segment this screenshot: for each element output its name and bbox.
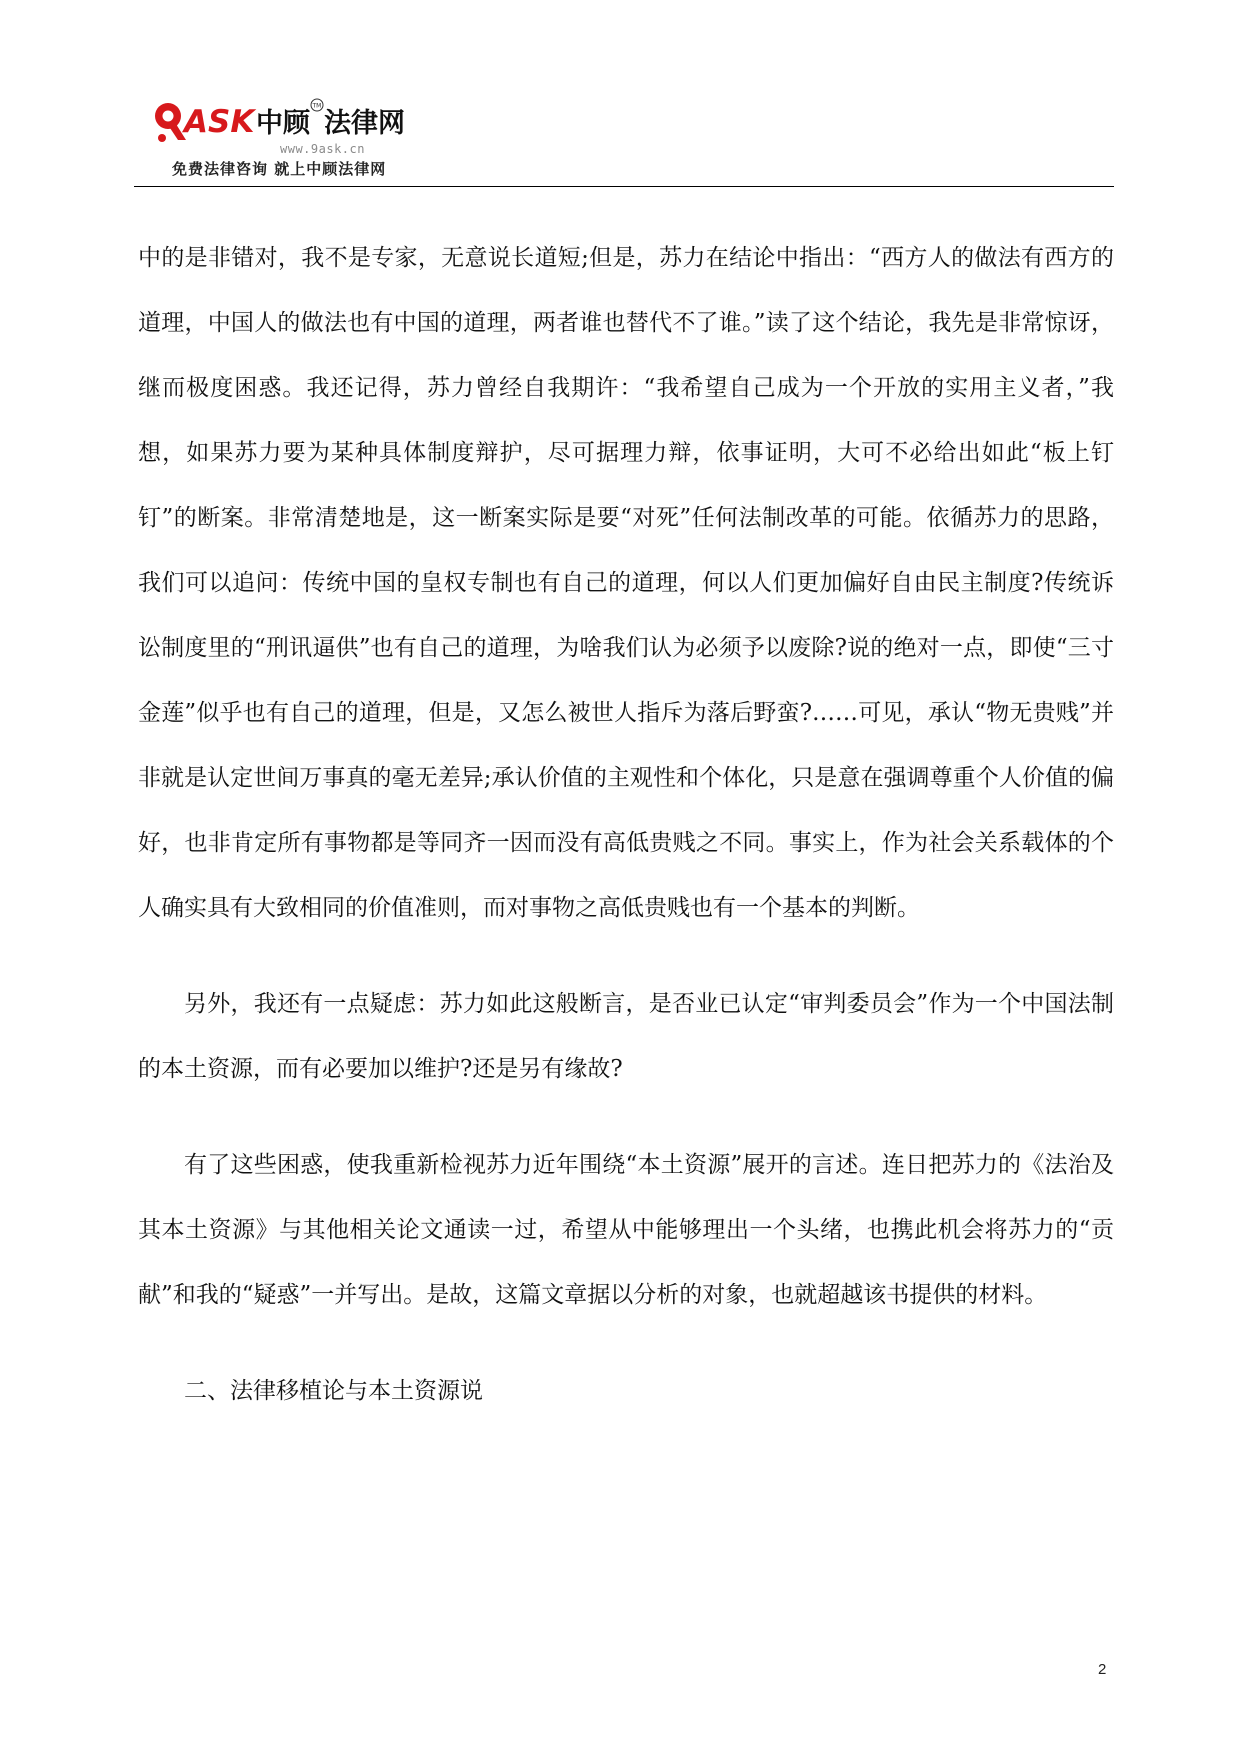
site-logo[interactable] bbox=[152, 92, 422, 182]
paragraph-spacer bbox=[138, 1102, 1114, 1133]
page-number: 2 bbox=[1098, 1661, 1107, 1678]
section-heading: 二、法律移植论与本土资源说 bbox=[184, 1378, 483, 1404]
document-body bbox=[138, 226, 1114, 1424]
logo-mark-icon bbox=[152, 96, 412, 144]
header-divider bbox=[134, 186, 1114, 187]
paragraph-spacer bbox=[138, 941, 1114, 972]
svg-text:法律网: 法律网 bbox=[324, 108, 405, 139]
svg-text:中顾: 中顾 bbox=[256, 108, 310, 139]
svg-text:ASK: ASK bbox=[184, 104, 255, 140]
paragraph-spacer bbox=[138, 1328, 1114, 1359]
body-paragraph: 另外，我还有一点疑虑：苏力如此这般断言，是否业已认定“审判委员会”作为一个中国法制的本土资源，而有必要加以维护?还是另有缘故? bbox=[138, 991, 1114, 1082]
body-paragraph: 有了这些困惑，使我重新检视苏力近年围绕“本土资源”展开的言述。连日把苏力的《法治及其本土资源》与其他相关论文通读一过，希望从中能够理出一个头绪，也携此机会将苏力的“贡献”和我的“疑惑”一并写出。是故，这篇文章据以分析的对象，也就超越该书提供的材料。 bbox=[138, 1152, 1114, 1308]
svg-text:TM: TM bbox=[312, 102, 322, 110]
page-header bbox=[134, 86, 1114, 186]
logo-slogan: 免费法律咨询 就上中顾法律网 bbox=[172, 160, 387, 178]
body-paragraph: 中的是非错对，我不是专家，无意说长道短;但是，苏力在结论中指出：“西方人的做法有西方的道理，中国人的做法也有中国的道理，两者谁也替代不了谁。”读了这个结论，我先是非常惊讶，继而极度困惑。我还记得，苏力曾经自我期许：“我希望自己成为一个开放的实用主义者，”我想，如果苏力要为某种具体制度辩护，尽可据理力辩，依事证明，大可不必给出如此“板上钉钉”的断案。非常清楚地是，这一断案实际是要“对死”任何法制改革的可能。依循苏力的思路，我们可以追问：传统中国的皇权专制也有自己的道理，何以人们更加偏好自由民主制度?传统诉讼制度里的“刑讯逼供”也有自己的道理，为啥我们认为必须予以废除?说的绝对一点，即使“三寸金莲”似乎也有自己的道理，但是，又怎么被世人指斥为落后野蛮?……可见，承认“物无贵贱”并非就是认定世间万事真的毫无差异;承认价值的主观性和个体化，只是意在强调尊重个人价值的偏好，也非肯定所有事物都是等同齐一因而没有高低贵贱之不同。事实上，作为社会关系载体的个人确实具有大致相同的价值准则，而对事物之高低贵贱也有一个基本的判断。 bbox=[138, 245, 1114, 921]
logo-url-text: www.9ask.cn bbox=[280, 142, 365, 156]
